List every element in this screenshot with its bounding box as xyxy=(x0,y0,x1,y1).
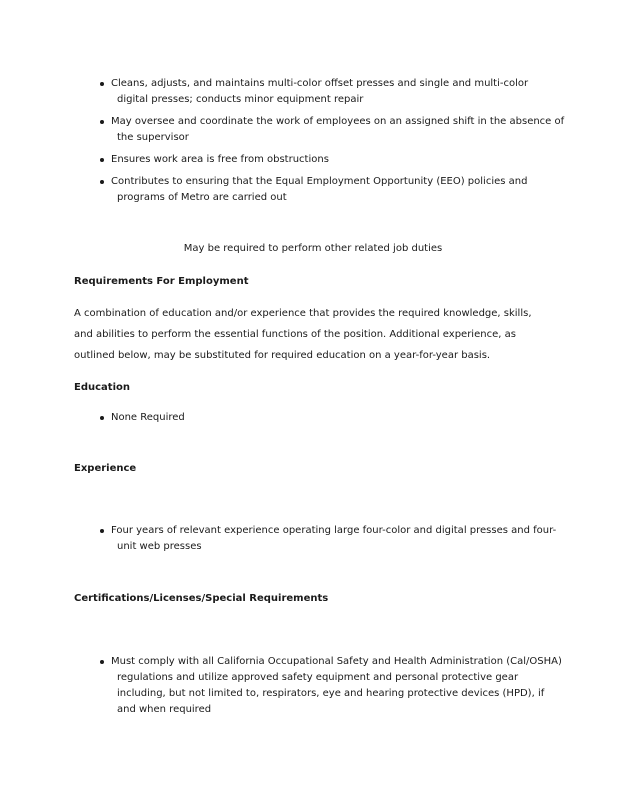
experience-heading: Experience xyxy=(74,463,137,474)
duty-line: May oversee and coordinate the work of employees on an assigned shift in the absence of xyxy=(111,116,565,127)
duty-line: Cleans, adjusts, and maintains multi-color offset presses and single and multi-color xyxy=(111,78,529,89)
duties-list xyxy=(100,76,570,206)
list-item xyxy=(100,76,570,108)
experience-list xyxy=(100,523,570,555)
experience-line: unit web presses xyxy=(117,541,202,552)
duty-line: programs of Metro are carried out xyxy=(117,192,287,203)
education-list xyxy=(100,410,570,426)
certifications-heading: Certifications/Licenses/Special Requirements xyxy=(74,593,329,604)
education-item: None Required xyxy=(111,412,185,423)
list-item xyxy=(100,654,570,718)
requirements-paragraph: A combination of education and/or experience that provides the required knowledge, skills, and abilities to perform the essential functions of the position. Additional experience, as outlined below, may be substituted for required education on a year-for-year basis. xyxy=(74,308,532,361)
other-duties-note: May be required to perform other related job duties xyxy=(183,243,443,254)
list-item xyxy=(100,410,570,426)
list-item xyxy=(100,174,570,206)
list-item xyxy=(100,114,570,146)
certification-line: and when required xyxy=(117,704,212,715)
bullet-icon xyxy=(100,416,104,420)
bullet-icon xyxy=(100,529,104,533)
duty-line: Ensures work area is free from obstructions xyxy=(111,154,329,165)
bullet-icon xyxy=(100,158,104,162)
duty-line: digital presses; conducts minor equipment repair xyxy=(117,94,364,105)
certification-line: regulations and utilize approved safety equipment and personal protective gear xyxy=(117,672,519,683)
bullet-icon xyxy=(100,180,104,184)
bullet-icon xyxy=(100,660,104,664)
bullet-icon xyxy=(100,120,104,124)
bullet-icon xyxy=(100,82,104,86)
education-heading: Education xyxy=(74,382,130,393)
requirements-heading: Requirements For Employment xyxy=(74,276,249,287)
certification-line: Must comply with all California Occupational Safety and Health Administration (Cal/OSHA) xyxy=(111,656,562,667)
duty-line: the supervisor xyxy=(117,132,189,143)
list-item xyxy=(100,523,570,555)
certifications-list xyxy=(100,654,570,718)
certification-line: including, but not limited to, respirators, eye and hearing protective devices (HPD), if xyxy=(117,688,545,699)
list-item xyxy=(100,152,570,168)
experience-line: Four years of relevant experience operating large four-color and digital presses and four- xyxy=(111,525,557,536)
duty-line: Contributes to ensuring that the Equal Employment Opportunity (EEO) policies and xyxy=(111,176,528,187)
